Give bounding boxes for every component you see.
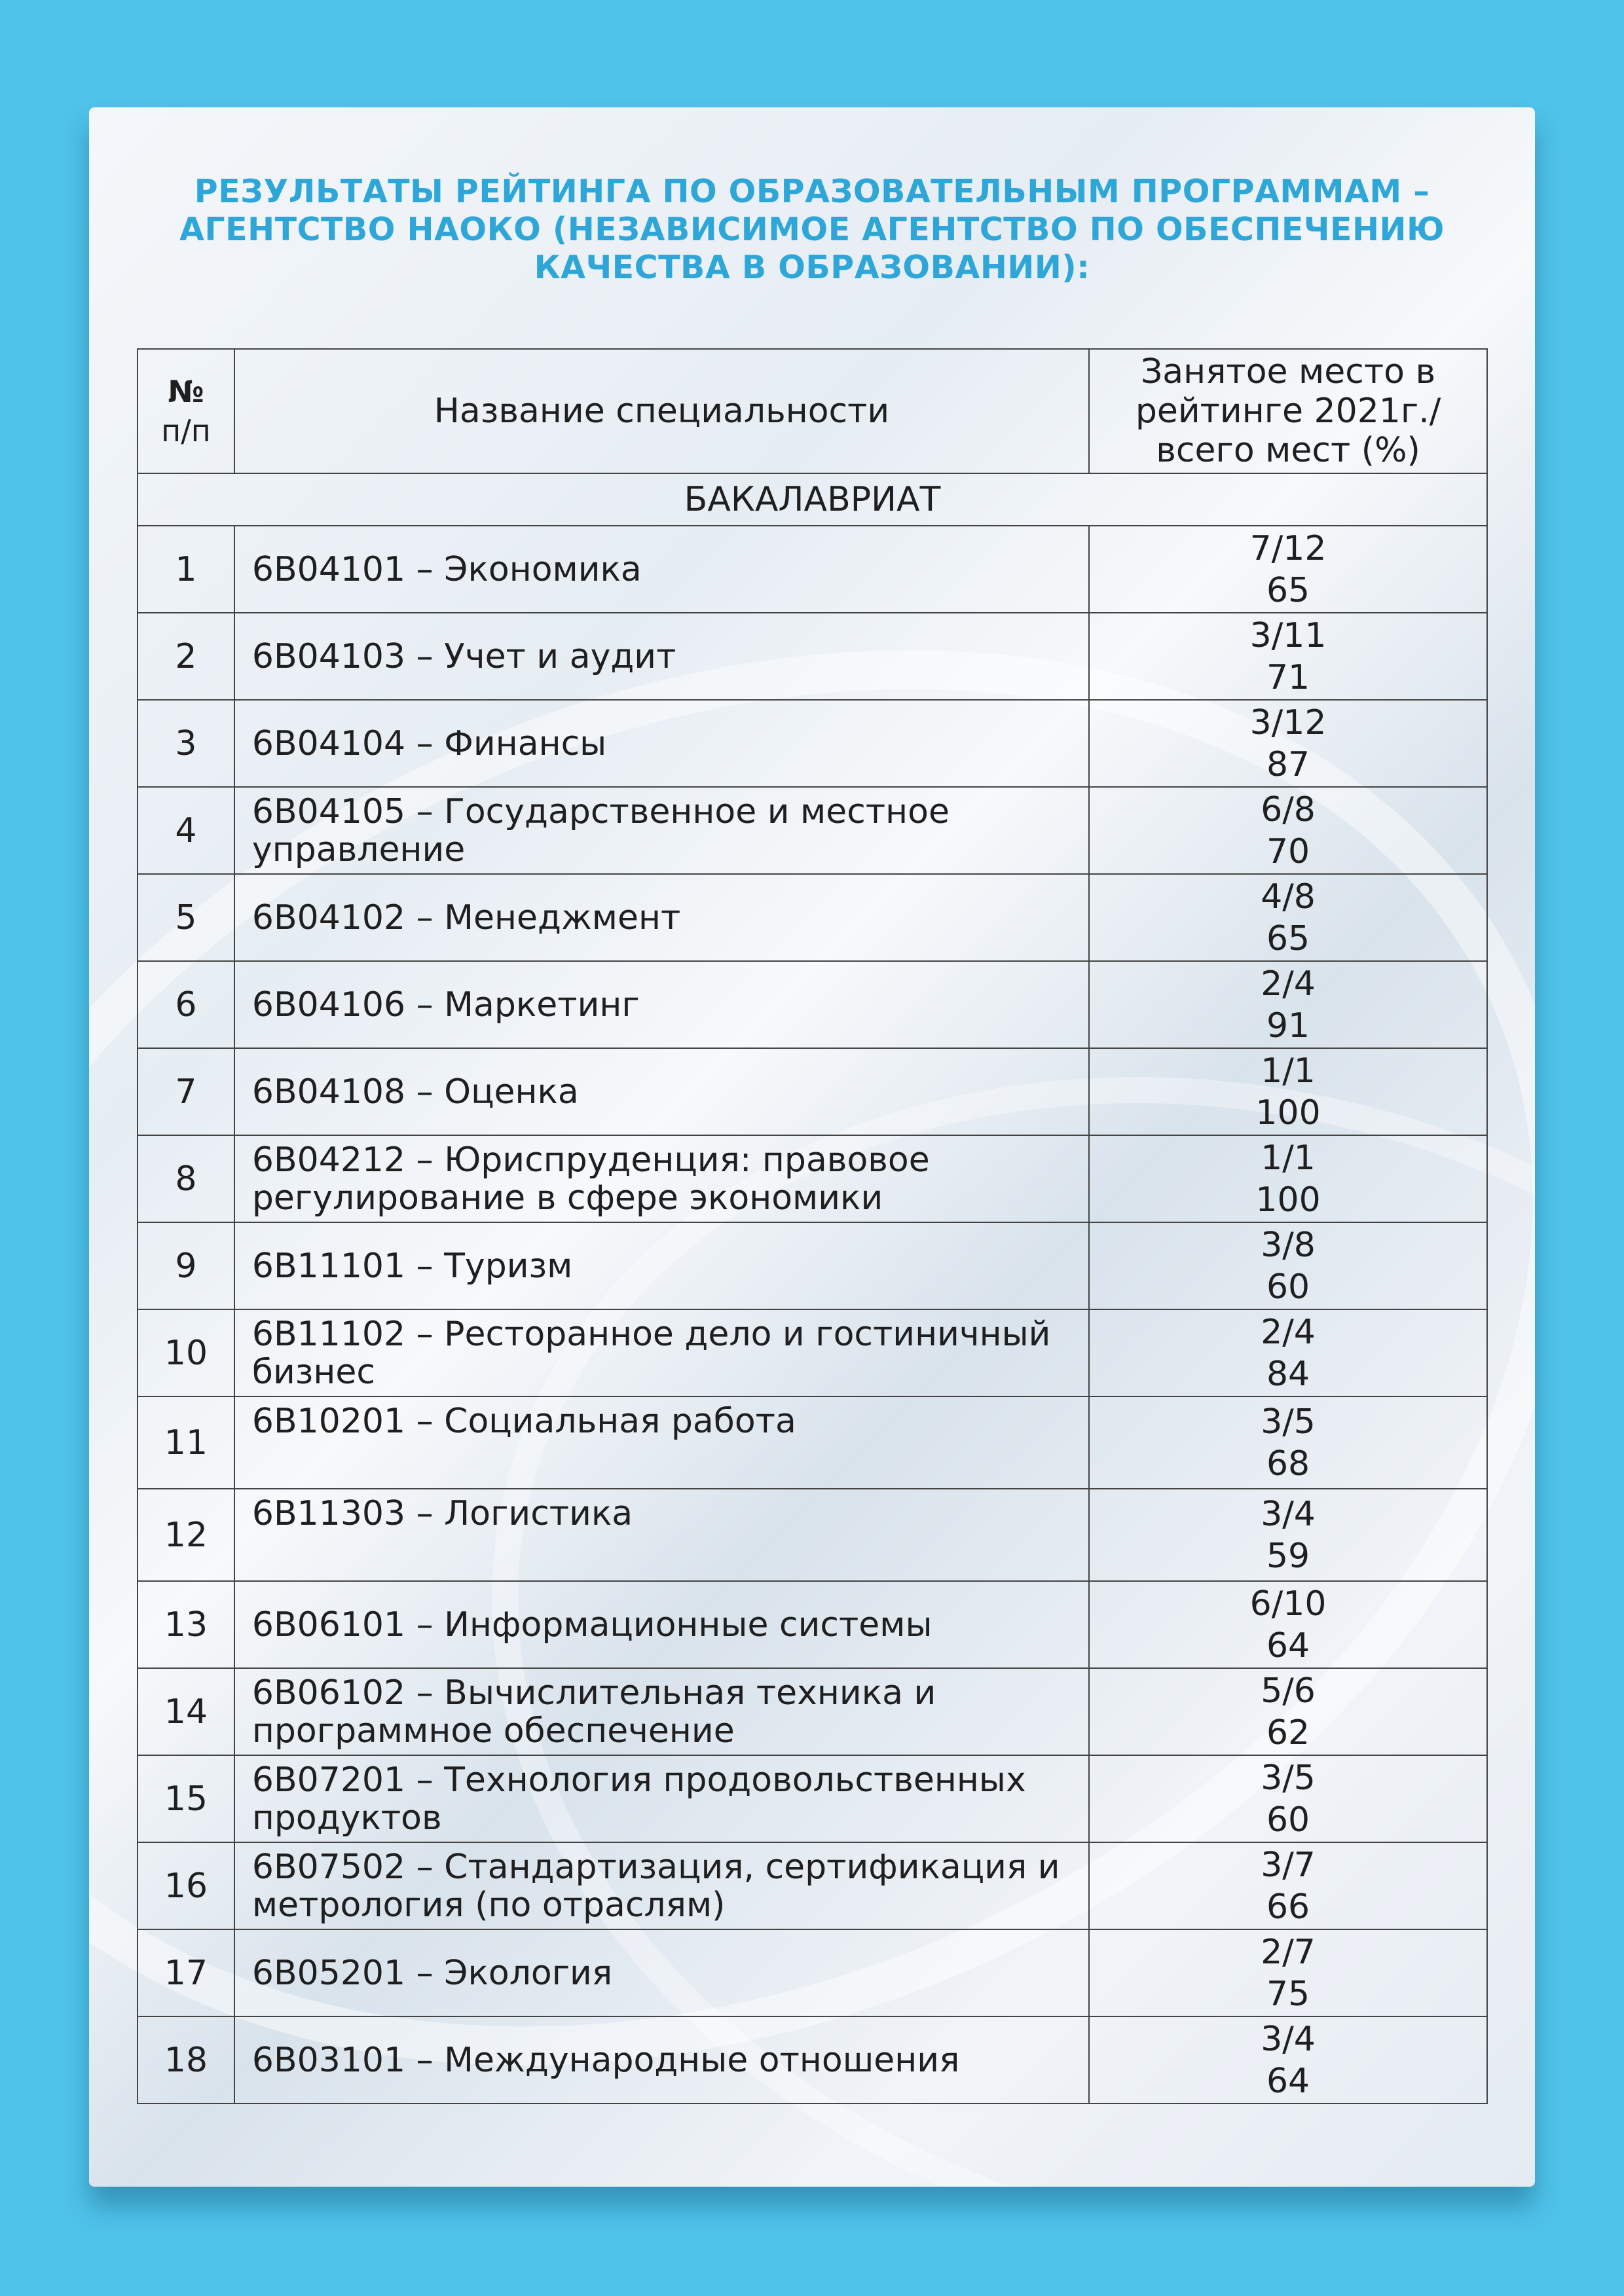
- row-number: 3: [138, 700, 234, 787]
- row-rank-place: 7/12: [1249, 528, 1327, 568]
- row-number: 6: [138, 961, 234, 1048]
- row-rank-percent: 65: [1266, 570, 1310, 610]
- row-rank-percent: 71: [1266, 657, 1310, 697]
- row-rank-place: 3/5: [1261, 1758, 1316, 1798]
- row-rank-percent: 68: [1266, 1444, 1310, 1484]
- row-rank-percent: 100: [1255, 1093, 1321, 1133]
- row-rank-percent: 75: [1266, 1974, 1310, 2014]
- row-rank: [1089, 1396, 1487, 1489]
- row-rank-place: 3/12: [1249, 702, 1327, 742]
- row-specialty: 6B03101 – Международные отношения: [234, 2016, 1089, 2104]
- row-rank-percent: 100: [1255, 1180, 1321, 1220]
- row-rank: [1089, 874, 1487, 961]
- row-rank: [1089, 1489, 1487, 1581]
- row-rank-place: 2/4: [1261, 964, 1316, 1004]
- row-rank-place: 5/6: [1261, 1671, 1316, 1711]
- row-rank-percent: 59: [1266, 1536, 1310, 1576]
- row-rank-percent: 84: [1266, 1354, 1310, 1394]
- row-rank-place: 1/1: [1261, 1138, 1316, 1178]
- row-rank-percent: 60: [1266, 1267, 1310, 1307]
- row-rank: [1089, 700, 1487, 787]
- row-rank-place: 3/7: [1261, 1845, 1316, 1885]
- header-rank-line: всего мест (%): [1156, 431, 1420, 470]
- table-row: [138, 1309, 1487, 1396]
- row-rank: [1089, 526, 1487, 613]
- header-specialty: Название специальности: [234, 349, 1089, 473]
- row-rank-percent: 65: [1266, 919, 1310, 958]
- document-sheet: [89, 107, 1535, 2187]
- table-row: [138, 526, 1487, 613]
- row-number: 1: [138, 526, 234, 613]
- row-specialty: 6B11101 – Туризм: [234, 1222, 1089, 1309]
- row-specialty: 6B11102 – Ресторанное дело и гостиничный бизнес: [234, 1309, 1089, 1396]
- row-specialty: 6B07201 – Технология продовольственных продуктов: [234, 1755, 1089, 1842]
- table-row: [138, 874, 1487, 961]
- row-specialty: 6B04104 – Финансы: [234, 700, 1089, 787]
- table-row: [138, 787, 1487, 874]
- row-rank: [1089, 1222, 1487, 1309]
- row-number: 18: [138, 2016, 234, 2104]
- page-title: [89, 173, 1535, 287]
- row-specialty: 6B04101 – Экономика: [234, 526, 1089, 613]
- page-title-line: АГЕНТСТВО НАОКО (НЕЗАВИСИМОЕ АГЕНТСТВО ПО ОБЕСПЕЧЕНИЮ: [179, 211, 1445, 248]
- row-number: 4: [138, 787, 234, 874]
- row-number: 16: [138, 1842, 234, 1929]
- row-number: 10: [138, 1309, 234, 1396]
- row-rank: [1089, 1048, 1487, 1135]
- row-number: 9: [138, 1222, 234, 1309]
- table-row: [138, 1489, 1487, 1581]
- section-label: БАКАЛАВРИАТ: [138, 473, 1487, 526]
- row-number: 13: [138, 1581, 234, 1668]
- row-number: 12: [138, 1489, 234, 1581]
- table-row: [138, 1668, 1487, 1755]
- header-number: [138, 349, 234, 473]
- table-row: [138, 1222, 1487, 1309]
- row-rank-percent: 62: [1266, 1713, 1310, 1753]
- header-rank: [1089, 349, 1487, 473]
- row-specialty: 6B06101 – Информационные системы: [234, 1581, 1089, 1668]
- row-number: 15: [138, 1755, 234, 1842]
- header-rank-line: Занятое место в: [1140, 352, 1436, 392]
- row-rank-place: 2/7: [1261, 1932, 1316, 1972]
- table-row: [138, 1842, 1487, 1929]
- row-number: 8: [138, 1135, 234, 1222]
- row-rank: [1089, 1668, 1487, 1755]
- row-number: 17: [138, 1929, 234, 2016]
- row-specialty: 6B11303 – Логистика: [234, 1489, 1089, 1581]
- header-rank-line: рейтинге 2021г./: [1135, 392, 1441, 431]
- row-specialty: 6B07502 – Стандартизация, сертификация и метрология (по отраслям): [234, 1842, 1089, 1929]
- table-row: [138, 2016, 1487, 2104]
- row-number: 14: [138, 1668, 234, 1755]
- header-number-label: п/п: [161, 413, 211, 448]
- row-rank-place: 2/4: [1261, 1312, 1316, 1352]
- row-rank-percent: 64: [1266, 2061, 1310, 2101]
- row-rank: [1089, 2016, 1487, 2104]
- table-row: [138, 1929, 1487, 2016]
- row-rank-place: 3/5: [1261, 1402, 1316, 1442]
- row-specialty: 6B04103 – Учет и аудит: [234, 613, 1089, 700]
- page-title-line: РЕЗУЛЬТАТЫ РЕЙТИНГА ПО ОБРАЗОВАТЕЛЬНЫМ ПРОГРАММАМ –: [194, 173, 1430, 210]
- table-row: [138, 1755, 1487, 1842]
- row-number: 11: [138, 1396, 234, 1489]
- row-rank-place: 3/4: [1261, 2019, 1316, 2059]
- row-specialty: 6B06102 – Вычислительная техника и программное обеспечение: [234, 1668, 1089, 1755]
- table-row: [138, 1048, 1487, 1135]
- row-rank-place: 6/10: [1249, 1584, 1327, 1624]
- row-rank-place: 4/8: [1261, 877, 1316, 917]
- row-specialty: 6B04212 – Юриспруденция: правовое регулирование в сфере экономики: [234, 1135, 1089, 1222]
- ranking-table: [137, 348, 1488, 2104]
- table-row: [138, 961, 1487, 1048]
- table-row: [138, 700, 1487, 787]
- row-number: 5: [138, 874, 234, 961]
- row-rank: [1089, 787, 1487, 874]
- row-rank-place: 3/4: [1261, 1494, 1316, 1534]
- row-rank: [1089, 1842, 1487, 1929]
- row-specialty: 6B04105 – Государственное и местное управление: [234, 787, 1089, 874]
- row-rank-percent: 64: [1266, 1626, 1310, 1666]
- table-row: [138, 1396, 1487, 1489]
- table-row: [138, 1135, 1487, 1222]
- row-rank: [1089, 1581, 1487, 1668]
- row-rank: [1089, 1755, 1487, 1842]
- row-rank-percent: 66: [1266, 1887, 1310, 1927]
- section-row: [138, 473, 1487, 526]
- row-rank: [1089, 1929, 1487, 2016]
- header-number-sign: №: [168, 374, 204, 409]
- row-rank-place: 6/8: [1261, 790, 1316, 829]
- table-header-row: [138, 349, 1487, 473]
- row-rank-percent: 91: [1266, 1006, 1310, 1046]
- row-rank-place: 3/8: [1261, 1225, 1316, 1265]
- row-rank: [1089, 613, 1487, 700]
- row-number: 7: [138, 1048, 234, 1135]
- row-rank-percent: 60: [1266, 1800, 1310, 1840]
- row-rank: [1089, 1135, 1487, 1222]
- row-rank-place: 3/11: [1249, 615, 1327, 655]
- row-specialty: 6B04106 – Маркетинг: [234, 961, 1089, 1048]
- row-specialty: 6B10201 – Социальная работа: [234, 1396, 1089, 1489]
- table-row: [138, 1581, 1487, 1668]
- row-rank: [1089, 961, 1487, 1048]
- row-rank: [1089, 1309, 1487, 1396]
- row-number: 2: [138, 613, 234, 700]
- row-rank-place: 1/1: [1261, 1051, 1316, 1091]
- row-specialty: 6B04108 – Оценка: [234, 1048, 1089, 1135]
- row-rank-percent: 70: [1266, 831, 1310, 871]
- row-specialty: 6B05201 – Экология: [234, 1929, 1089, 2016]
- page-title-line: КАЧЕСТВА В ОБРАЗОВАНИИ):: [534, 249, 1090, 286]
- row-rank-percent: 87: [1266, 744, 1310, 784]
- table-row: [138, 613, 1487, 700]
- row-specialty: 6B04102 – Менеджмент: [234, 874, 1089, 961]
